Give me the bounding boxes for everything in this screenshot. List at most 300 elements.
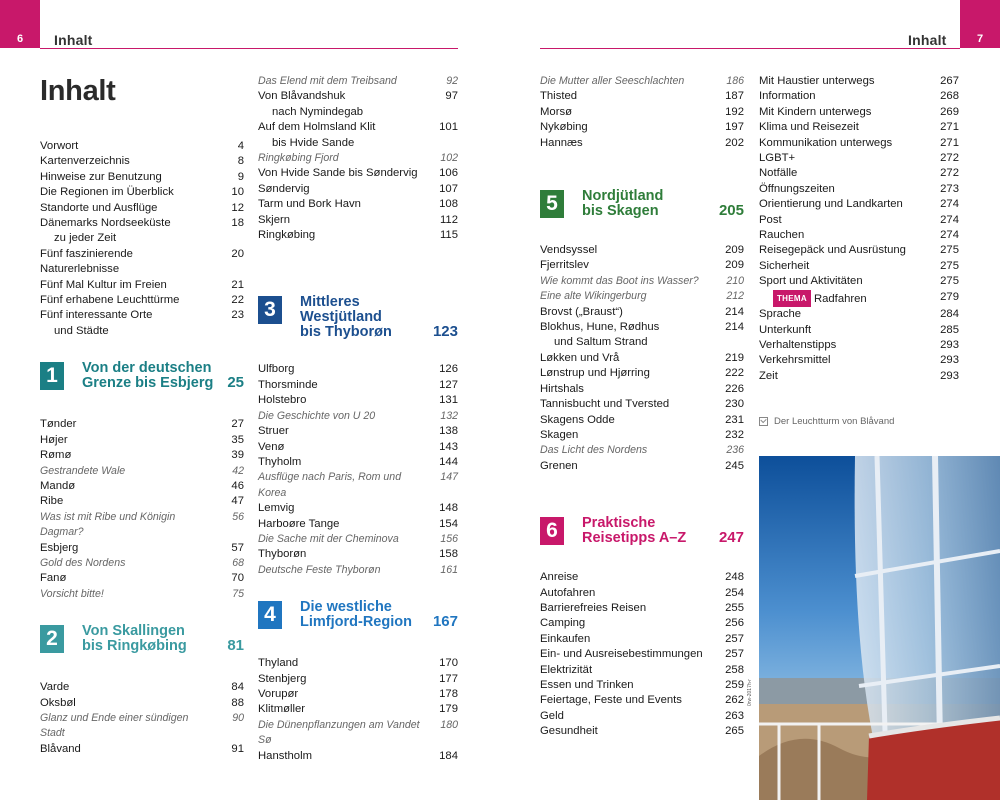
right-header-rule — [540, 48, 960, 49]
toc-entry[interactable] — [40, 510, 244, 541]
toc-entry[interactable] — [540, 632, 744, 647]
toc-entry-title: Barrierefreies Reisen — [540, 601, 647, 614]
toc-entry-title: Oksbøl — [40, 696, 76, 709]
chapter-title: Mittleres Westjütland bis Thyborøn — [300, 294, 392, 341]
toc-entry-page: 197 — [725, 121, 744, 134]
toc-entry-title: Esbjerg — [40, 541, 79, 554]
toc-entry-title: Hanstholm — [258, 749, 312, 762]
toc-entry-title: Öffnungszeiten — [759, 182, 835, 195]
chapter-page: 123 — [432, 323, 458, 341]
toc-entry[interactable] — [540, 243, 744, 258]
toc-entry[interactable] — [258, 517, 458, 532]
chapter-1-entries — [40, 417, 244, 602]
toc-entry-title: Fünf faszinierende Naturerlebnisse — [40, 247, 133, 276]
toc-entry-page: 186 — [726, 75, 744, 87]
toc-entry-page: 257 — [725, 648, 744, 661]
chapter-title: Nordjütland bis Skagen — [582, 188, 664, 220]
toc-entry-title: Das Elend mit dem Treibsand — [258, 75, 397, 87]
toc-entry-title: Die Geschichte von U 20 — [258, 409, 376, 422]
toc-entry-page: 42 — [232, 464, 244, 477]
toc-entry[interactable] — [759, 105, 959, 120]
toc-entry-page: 275 — [940, 275, 959, 288]
toc-entry[interactable] — [540, 120, 744, 135]
toc-entry-page: 192 — [725, 105, 744, 118]
toc-entry-page: 18 — [231, 217, 244, 230]
chapter-title: Von der deutschen Grenze bis Esbjerg — [82, 360, 214, 392]
toc-entry-page: 22 — [231, 294, 244, 307]
toc-entry[interactable] — [540, 709, 744, 724]
toc-entry[interactable] — [759, 228, 959, 243]
chapter-page: 247 — [718, 529, 744, 547]
toc-entry[interactable] — [40, 247, 244, 278]
toc-entry[interactable] — [759, 166, 959, 181]
toc-entry[interactable] — [540, 289, 744, 304]
toc-entry[interactable] — [540, 678, 744, 693]
toc-entry-title: Hannæs — [540, 136, 583, 149]
right-page-number: 7 — [976, 33, 984, 45]
toc-entry-page: 144 — [439, 455, 458, 468]
toc-entry[interactable] — [540, 320, 744, 351]
toc-entry[interactable] — [40, 494, 244, 509]
toc-entry-page: 90 — [232, 711, 244, 724]
left-running-head: Inhalt — [54, 32, 93, 48]
toc-entry-page: 293 — [940, 338, 959, 351]
toc-entry-title: Dänemarks Nordseeküste zu jeder Zeit — [40, 217, 171, 245]
toc-entry-title: Die Regionen im Überblick — [40, 186, 174, 199]
toc-column-3 — [540, 74, 744, 740]
right-page-number-tab — [960, 0, 1000, 48]
toc-entry-title: Sicherheit — [759, 259, 810, 272]
toc-entry[interactable] — [540, 647, 744, 662]
toc-entry-title: Harboøre Tange — [258, 517, 340, 530]
toc-entry-title: Autofahren — [540, 586, 596, 599]
toc-entry[interactable] — [258, 378, 458, 393]
toc-entry-page: 226 — [725, 382, 744, 395]
toc-entry-title: Skagens Odde — [540, 413, 615, 426]
toc-entry[interactable] — [540, 105, 744, 120]
toc-entry-title: Fünf interessante Orte und Städte — [40, 309, 153, 337]
toc-entry-title: Eine alte Wikingerburg — [540, 290, 647, 303]
chapter-number-badge: 6 — [540, 517, 564, 545]
toc-entry-page: 92 — [446, 75, 458, 87]
toc-entry[interactable] — [258, 409, 458, 424]
toc-entry-page: 112 — [439, 213, 458, 226]
toc-entry-title: Gold des Nordens — [40, 556, 126, 569]
toc-entry-page: 284 — [940, 308, 959, 321]
chapter-title: Von Skallingen bis Ringkøbing — [82, 623, 187, 655]
toc-entry[interactable] — [759, 307, 959, 322]
toc-entry-title: Vendsyssel — [540, 244, 598, 257]
chapter-3-entries — [258, 362, 458, 578]
toc-entry-title: Wie kommt das Boot ins Wasser? — [540, 274, 699, 287]
toc-entry-page: 214 — [725, 321, 744, 334]
toc-entry[interactable] — [759, 89, 959, 104]
chapter-3-heading[interactable] — [258, 295, 458, 340]
toc-entry[interactable] — [540, 74, 744, 89]
toc-entry[interactable] — [258, 440, 458, 455]
toc-entry-title: Morsø — [540, 105, 573, 118]
toc-entry-page: 70 — [231, 572, 244, 585]
toc-entry-title: Post — [759, 213, 782, 226]
toc-entry[interactable] — [258, 702, 458, 717]
toc-entry-page: 35 — [231, 433, 244, 446]
toc-entry-title: Essen und Trinken — [540, 678, 634, 691]
toc-entry[interactable] — [540, 351, 744, 366]
toc-entry-title: Hirtshals — [540, 382, 584, 395]
toc-entry-title: Tønder — [40, 418, 77, 431]
toc-entry-title: Skjern — [258, 213, 291, 226]
chapter-4-entries-part-1 — [258, 656, 458, 764]
toc-entry-page: 269 — [940, 105, 959, 118]
toc-entry-page: 102 — [440, 152, 458, 165]
toc-entry-title: Tarm und Bork Havn — [258, 198, 361, 211]
toc-entry-title: Von Blåvandshuk nach Nymindegab — [258, 90, 364, 118]
chapter-2-entries-part-1 — [40, 680, 244, 757]
toc-entry[interactable] — [540, 616, 744, 631]
toc-entry[interactable] — [40, 587, 244, 602]
toc-entry-title: Nykøbing — [540, 121, 588, 134]
toc-entry-page: 272 — [940, 167, 959, 180]
toc-entry-page: 178 — [439, 687, 458, 700]
toc-entry-title: Højer — [40, 433, 68, 446]
toc-entry-title: Fanø — [40, 572, 67, 585]
toc-entry-page: 293 — [940, 369, 959, 382]
toc-entry-title: Die Mutter aller Seeschlachten — [540, 75, 685, 87]
toc-entry[interactable] — [40, 711, 244, 742]
toc-entry-title: Vorwort — [40, 140, 79, 152]
toc-entry[interactable] — [258, 672, 458, 687]
toc-entry[interactable] — [540, 459, 744, 474]
toc-entry-page: 9 — [237, 170, 244, 183]
toc-entry-page: 265 — [725, 725, 744, 738]
page-title: Inhalt — [40, 75, 116, 107]
toc-entry-page: 279 — [940, 290, 959, 303]
toc-entry-title: Verkehrsmittel — [759, 354, 831, 367]
toc-entry-page: 214 — [725, 305, 744, 318]
toc-entry-page: 259 — [725, 678, 744, 691]
toc-entry-title: Klitmøller — [258, 703, 306, 716]
toc-entry[interactable] — [759, 353, 959, 368]
toc-entry[interactable] — [258, 687, 458, 702]
toc-entry[interactable] — [40, 154, 244, 169]
toc-entry[interactable] — [40, 541, 244, 556]
toc-entry[interactable] — [258, 197, 458, 212]
toc-entry-title: Was ist mit Ribe und Königin Dagmar? — [40, 510, 176, 539]
toc-entry[interactable] — [258, 213, 458, 228]
toc-entry-page: 256 — [725, 617, 744, 630]
toc-entry[interactable] — [759, 213, 959, 228]
toc-entry-title: Ulfborg — [258, 363, 295, 376]
toc-entry-title: Lemvig — [258, 502, 295, 515]
toc-entry-page: 154 — [439, 517, 458, 530]
toc-entry-page: 126 — [439, 363, 458, 376]
toc-entry[interactable] — [40, 170, 244, 185]
toc-entry[interactable] — [759, 136, 959, 151]
intro-entries — [40, 139, 244, 339]
chapter-6-heading[interactable] — [540, 516, 744, 546]
toc-entry[interactable] — [258, 424, 458, 439]
toc-entry-page: 236 — [726, 444, 744, 457]
toc-entry-page: 177 — [439, 672, 458, 685]
toc-entry-title: Elektrizität — [540, 663, 593, 676]
toc-entry[interactable] — [40, 201, 244, 216]
toc-entry-page: 187 — [725, 90, 744, 103]
chapter-title: Die westliche Limfjord-Region — [300, 599, 412, 631]
toc-entry[interactable] — [258, 501, 458, 516]
toc-entry[interactable] — [40, 556, 244, 571]
toc-entry-page: 75 — [232, 587, 244, 600]
toc-entry-page: 56 — [232, 510, 244, 523]
toc-entry[interactable] — [540, 89, 744, 104]
toc-entry[interactable] — [540, 601, 744, 616]
toc-entry[interactable] — [40, 417, 244, 432]
toc-column-1 — [40, 74, 244, 757]
toc-entry-page: 108 — [439, 198, 458, 211]
toc-entry-title: Feiertage, Feste und Events — [540, 694, 682, 707]
toc-entry[interactable] — [258, 749, 458, 764]
toc-entry-title: Von Hvide Sande bis Søndervig — [258, 167, 418, 180]
toc-column-4 — [759, 74, 959, 384]
toc-entry[interactable] — [540, 258, 744, 273]
toc-entry-title: Ringkøbing Fjord — [258, 152, 339, 165]
toc-entry[interactable] — [258, 393, 458, 408]
toc-entry-title: Rauchen — [759, 229, 805, 242]
chapter-number-badge: 3 — [258, 296, 282, 324]
toc-entry-page: 91 — [231, 742, 244, 755]
toc-entry-title: Geld — [540, 709, 564, 722]
toc-entry[interactable] — [759, 259, 959, 274]
lighthouse-photo — [759, 456, 1000, 800]
toc-column-2 — [258, 74, 458, 764]
toc-entry[interactable] — [258, 547, 458, 562]
toc-entry-page: 4 — [237, 140, 244, 152]
toc-entry-page: 127 — [439, 378, 458, 391]
right-running-head: Inhalt — [908, 32, 947, 48]
toc-entry-title: Vorupør — [258, 687, 299, 700]
toc-entry[interactable] — [258, 362, 458, 377]
toc-entry[interactable] — [540, 663, 744, 678]
chapter-6-entries-part-2 — [759, 74, 959, 384]
chapter-2-heading[interactable] — [40, 624, 244, 654]
toc-entry-title: Venø — [258, 440, 285, 453]
toc-entry[interactable] — [40, 293, 244, 308]
toc-entry-title: Thorsminde — [258, 378, 318, 391]
toc-entry-page: 10 — [231, 186, 244, 199]
toc-entry[interactable] — [540, 693, 744, 708]
toc-entry[interactable] — [759, 338, 959, 353]
toc-entry-page: 68 — [232, 556, 244, 569]
toc-entry[interactable] — [540, 397, 744, 412]
toc-entry-page: 209 — [725, 244, 744, 257]
toc-entry[interactable] — [40, 464, 244, 479]
toc-entry-title: Thyborøn — [258, 548, 307, 561]
toc-entry-page: 263 — [725, 709, 744, 722]
toc-entry[interactable] — [540, 443, 744, 458]
photo-caption — [759, 416, 894, 427]
toc-entry[interactable] — [258, 532, 458, 547]
toc-entry-page: 179 — [439, 703, 458, 716]
toc-entry[interactable] — [40, 696, 244, 711]
toc-entry-title: Ribe — [40, 495, 64, 508]
toc-entry-title: Mit Haustier unterwegs — [759, 75, 875, 87]
toc-entry-title: Das Licht des Nordens — [540, 444, 648, 457]
toc-entry[interactable] — [540, 366, 744, 381]
chapter-5-heading[interactable] — [540, 189, 744, 219]
toc-entry-title: Struer — [258, 425, 289, 438]
toc-entry[interactable] — [258, 166, 458, 181]
toc-entry[interactable] — [759, 74, 959, 89]
toc-entry-page: 148 — [439, 502, 458, 515]
toc-entry-title: Unterkunft — [759, 323, 812, 336]
toc-entry-title: Notfälle — [759, 167, 798, 180]
toc-entry-title: Die Sache mit der Cheminova — [258, 532, 399, 545]
toc-entry[interactable] — [40, 479, 244, 494]
toc-entry-page: 107 — [439, 182, 458, 195]
toc-entry-page: 39 — [231, 449, 244, 462]
toc-entry[interactable] — [258, 470, 458, 501]
toc-entry-title: Klima und Reisezeit — [759, 121, 859, 134]
toc-entry-title: Auf dem Holmsland Klit bis Hvide Sande — [258, 121, 376, 149]
toc-entry-page: 156 — [440, 532, 458, 545]
left-header-rule — [40, 48, 458, 49]
toc-entry[interactable] — [258, 455, 458, 470]
toc-entry[interactable] — [540, 724, 744, 739]
toc-entry-page: 143 — [439, 440, 458, 453]
toc-entry-page: 180 — [440, 718, 458, 731]
chapter-number-badge: 5 — [540, 190, 564, 218]
chapter-1-heading[interactable] — [40, 361, 244, 391]
toc-entry-page: 231 — [725, 413, 744, 426]
toc-entry[interactable] — [540, 305, 744, 320]
toc-entry-page: 138 — [439, 425, 458, 438]
toc-entry[interactable] — [258, 563, 458, 578]
toc-entry[interactable] — [759, 323, 959, 338]
toc-entry-page: 232 — [725, 428, 744, 441]
toc-entry-title: Zeit — [759, 369, 778, 382]
toc-entry[interactable] — [759, 274, 959, 289]
toc-entry[interactable] — [759, 290, 959, 307]
toc-entry-title: Information — [759, 90, 816, 103]
toc-entry-page: 88 — [231, 696, 244, 709]
toc-entry[interactable] — [540, 382, 744, 397]
toc-entry[interactable] — [540, 136, 744, 151]
toc-entry[interactable] — [258, 228, 458, 243]
toc-entry[interactable] — [759, 243, 959, 258]
toc-entry-page: 255 — [725, 601, 744, 614]
toc-entry-title: Hinweise zur Benutzung — [40, 170, 162, 183]
toc-entry[interactable] — [40, 278, 244, 293]
toc-entry-title: Gestrandete Wale — [40, 464, 126, 477]
toc-entry-page: 170 — [439, 657, 458, 670]
toc-entry-page: 272 — [940, 152, 959, 165]
photo-caption-text: Der Leuchtturm von Blåvand — [774, 416, 895, 427]
toc-entry-title: Kommunikation unterwegs — [759, 136, 893, 149]
toc-entry-title: Thisted — [540, 90, 578, 103]
toc-entry-title: Fjerritslev — [540, 259, 589, 272]
toc-entry-title: Ringkøbing — [258, 229, 316, 242]
toc-entry[interactable] — [40, 308, 244, 339]
toc-entry-page: 161 — [440, 563, 458, 576]
toc-entry-page: 84 — [231, 681, 244, 694]
toc-entry-page: 147 — [440, 471, 458, 484]
toc-entry-page: 275 — [940, 244, 959, 257]
toc-entry[interactable] — [40, 680, 244, 695]
toc-entry[interactable] — [40, 185, 244, 200]
toc-entry[interactable] — [540, 413, 744, 428]
toc-entry[interactable] — [258, 89, 458, 120]
toc-entry-page: 274 — [940, 229, 959, 242]
toc-entry-page: 273 — [940, 182, 959, 195]
toc-entry-title: Anreise — [540, 571, 579, 584]
toc-entry-title: Skagen — [540, 428, 579, 441]
toc-entry-title: Grenen — [540, 459, 578, 472]
chapter-title: Praktische Reisetipps A–Z — [582, 515, 687, 547]
toc-entry[interactable] — [40, 742, 244, 757]
toc-entry-page: 132 — [440, 409, 458, 422]
toc-entry[interactable] — [258, 182, 458, 197]
chapter-4-entries-part-2 — [540, 74, 744, 151]
toc-entry-page: 262 — [725, 694, 744, 707]
toc-entry-title: Thyland — [258, 657, 299, 670]
toc-entry[interactable] — [258, 120, 458, 151]
toc-entry-title: Mit Kindern unterwegs — [759, 105, 872, 118]
chapter-6-entries-part-1 — [540, 570, 744, 739]
toc-entry-page: 101 — [439, 121, 458, 134]
toc-entry-title: Sport und Aktivitäten — [759, 275, 863, 288]
toc-entry-title: Blåvand — [40, 742, 81, 755]
toc-entry[interactable] — [40, 433, 244, 448]
left-page-number-tab — [0, 0, 40, 48]
toc-entry[interactable] — [258, 656, 458, 671]
toc-entry-page: 293 — [940, 354, 959, 367]
toc-entry[interactable] — [540, 586, 744, 601]
toc-entry-title: Kartenverzeichnis — [40, 155, 130, 168]
toc-entry-page: 158 — [439, 548, 458, 561]
toc-entry-page: 248 — [725, 571, 744, 584]
toc-entry[interactable] — [540, 428, 744, 443]
toc-entry-title: Løkken und Vrå — [540, 351, 620, 364]
toc-entry[interactable] — [759, 120, 959, 135]
toc-entry[interactable] — [540, 570, 744, 585]
toc-entry[interactable] — [759, 369, 959, 384]
toc-entry[interactable] — [258, 151, 458, 166]
toc-entry[interactable] — [759, 182, 959, 197]
toc-entry-title: LGBT+ — [759, 152, 796, 165]
thema-badge: THEMA — [773, 290, 811, 307]
toc-entry[interactable] — [258, 718, 458, 749]
toc-entry-page: 202 — [725, 136, 744, 149]
toc-entry-title: Sprache — [759, 308, 802, 321]
toc-entry-page: 245 — [725, 459, 744, 472]
toc-entry-title: Reisegepäck und Ausrüstung — [759, 244, 906, 257]
chapter-4-heading[interactable] — [258, 600, 458, 630]
toc-entry-page: 267 — [940, 75, 959, 87]
toc-entry[interactable] — [540, 274, 744, 289]
toc-entry[interactable] — [40, 448, 244, 463]
toc-entry-title: Blokhus, Hune, Rødhus und Saltum Strand — [540, 321, 660, 349]
toc-entry-page: 21 — [231, 278, 244, 291]
toc-entry[interactable] — [40, 571, 244, 586]
toc-entry[interactable] — [40, 139, 244, 154]
toc-entry-title: THEMA Radfahren — [759, 290, 935, 307]
toc-entry[interactable] — [759, 197, 959, 212]
toc-entry[interactable] — [40, 216, 244, 247]
toc-entry-title: Tannisbucht und Tversted — [540, 398, 670, 411]
toc-entry-page: 254 — [725, 586, 744, 599]
toc-entry[interactable] — [759, 151, 959, 166]
toc-entry[interactable] — [258, 74, 458, 89]
toc-entry-page: 285 — [940, 323, 959, 336]
